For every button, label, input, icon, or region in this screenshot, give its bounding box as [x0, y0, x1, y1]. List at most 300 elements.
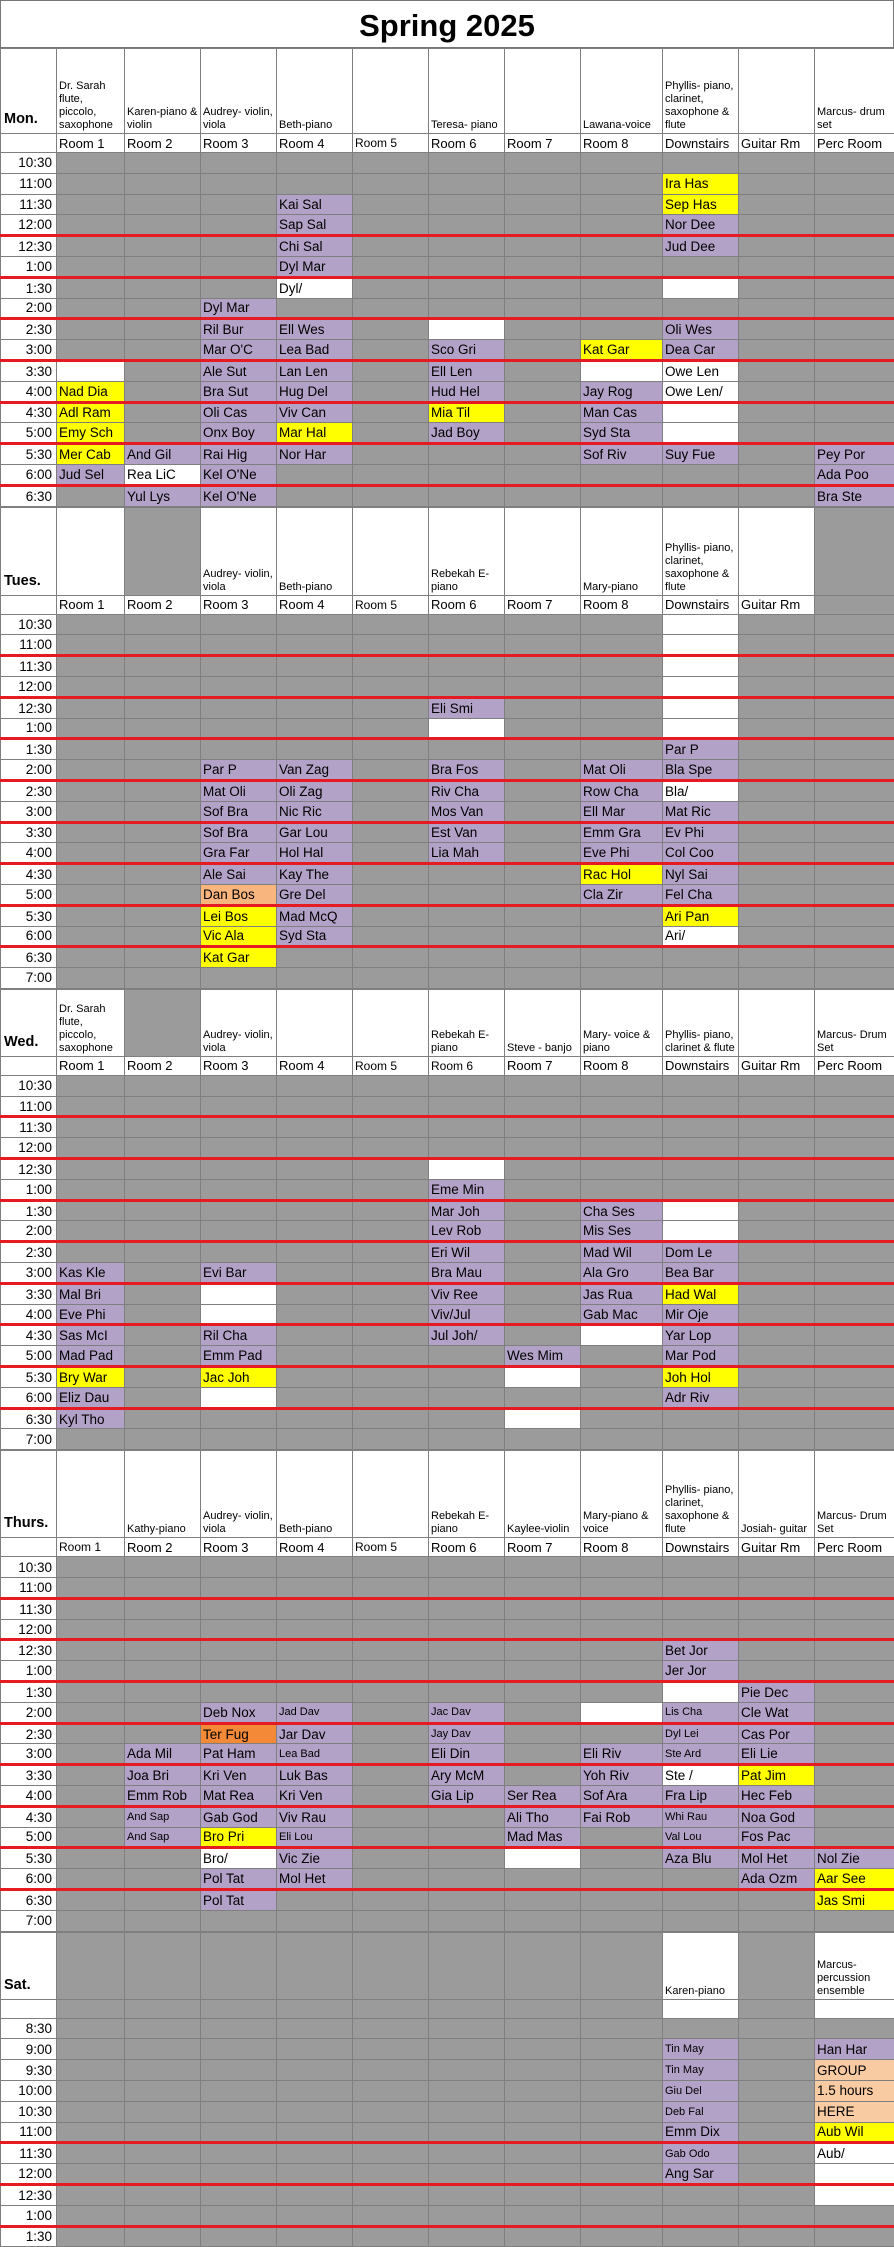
lesson-cell [125, 194, 201, 215]
student-name: Emm Rob [127, 1788, 187, 1803]
student-name: Hud Hel [431, 384, 480, 399]
student-name: Lan Len [279, 364, 328, 379]
lesson-cell [429, 1096, 505, 1117]
teacher-header: Kathy-piano [125, 1451, 201, 1538]
student-name: Nic Ric [279, 804, 322, 819]
teacher-header: Audrey- violin, viola [201, 989, 277, 1056]
lesson-cell [57, 2122, 125, 2143]
lesson-cell [663, 1200, 739, 1221]
lesson-cell [353, 2184, 429, 2205]
lesson-cell [581, 2101, 663, 2122]
lesson-cell [277, 1096, 353, 1117]
lesson-cell [739, 340, 815, 361]
lesson-cell [353, 864, 429, 885]
lesson-cell [57, 1138, 125, 1159]
lesson-cell [581, 340, 663, 361]
lesson-cell [57, 360, 125, 381]
lesson-cell [581, 2080, 663, 2101]
lesson-cell [201, 1910, 277, 1931]
lesson-cell [125, 1619, 201, 1640]
lesson-cell [201, 2164, 277, 2185]
student-name: Mar Pod [665, 1348, 716, 1363]
lesson-cell [125, 1661, 201, 1682]
lesson-cell [815, 884, 894, 905]
lesson-cell [57, 2060, 125, 2081]
student-name: Kai Sal [279, 197, 322, 212]
time-label: 11:00 [1, 1578, 57, 1599]
lesson-cell [739, 697, 815, 718]
lesson-cell [581, 1325, 663, 1346]
lesson-cell [739, 153, 815, 174]
lesson-cell [277, 947, 353, 968]
lesson-cell [277, 2080, 353, 2101]
teacher-header: Rebekah E- piano [429, 1451, 505, 1538]
lesson-cell [429, 2080, 505, 2101]
lesson-cell [57, 298, 125, 319]
lesson-cell [201, 153, 277, 174]
lesson-cell [57, 194, 125, 215]
lesson-cell [581, 2143, 663, 2164]
lesson-cell [125, 1221, 201, 1242]
lesson-cell [201, 194, 277, 215]
lesson-cell [739, 1117, 815, 1138]
lesson-cell [663, 2039, 739, 2060]
lesson-cell [353, 1827, 429, 1848]
lesson-cell [57, 1744, 125, 1765]
lesson-cell [505, 2226, 581, 2247]
lesson-cell [663, 780, 739, 801]
lesson-cell [815, 360, 894, 381]
lesson-cell [663, 215, 739, 236]
teacher-header: Mary-piano [581, 507, 663, 595]
student-name: Oli Wes [665, 322, 712, 337]
room-header: Room 6 [429, 134, 505, 153]
lesson-cell [201, 1325, 277, 1346]
student-name: Ril Cha [203, 1328, 247, 1343]
lesson-cell [739, 635, 815, 656]
lesson-cell [429, 2226, 505, 2247]
room-header: Room 6 [429, 1538, 505, 1557]
student-name: Deb Fal [665, 2106, 704, 2118]
lesson-cell [663, 864, 739, 885]
lesson-cell [505, 1848, 581, 1869]
time-label: 3:30 [1, 360, 57, 381]
lesson-cell [429, 1138, 505, 1159]
student-name: Pat Jim [741, 1768, 786, 1783]
lesson-cell [429, 905, 505, 926]
lesson-cell [663, 1640, 739, 1661]
time-label: 2:30 [1, 1242, 57, 1263]
lesson-cell [663, 2018, 739, 2039]
lesson-cell [201, 676, 277, 697]
teacher-header: Marcus- Drum Set [815, 1451, 894, 1538]
lesson-cell [277, 1075, 353, 1096]
lesson-cell [201, 1138, 277, 1159]
lesson-cell [663, 236, 739, 257]
lesson-cell [277, 256, 353, 277]
teacher-header: Marcus- percussion ensemble [815, 1932, 894, 1999]
room-header: Room 1 [57, 1056, 125, 1075]
room-header: Room 2 [125, 1538, 201, 1557]
lesson-cell [57, 760, 125, 781]
lesson-cell [505, 1765, 581, 1786]
lesson-cell [277, 2143, 353, 2164]
lesson-cell [57, 2039, 125, 2060]
lesson-cell [57, 402, 125, 423]
student-name: Hol Hal [279, 845, 323, 860]
lesson-cell [277, 2018, 353, 2039]
lesson-cell [277, 1682, 353, 1703]
lesson-cell [581, 843, 663, 864]
lesson-cell [505, 2205, 581, 2226]
lesson-cell [353, 1263, 429, 1284]
teacher-header: Phyllis- piano, clarinet, saxophone & flute [663, 1451, 739, 1538]
lesson-cell [201, 1221, 277, 1242]
student-name: Jay Rog [583, 384, 633, 399]
teacher-header [353, 507, 429, 595]
lesson-cell [739, 884, 815, 905]
lesson-cell [505, 1640, 581, 1661]
lesson-cell [353, 1075, 429, 1096]
room-header: Guitar Rm [739, 1538, 815, 1557]
lesson-cell [581, 1765, 663, 1786]
student-name: Emy Sch [59, 425, 113, 440]
student-name: Jad Dav [279, 1706, 319, 1718]
lesson-cell [201, 926, 277, 947]
lesson-cell [581, 2226, 663, 2247]
lesson-cell [353, 360, 429, 381]
lesson-cell [581, 1408, 663, 1429]
lesson-cell [663, 1619, 739, 1640]
lesson-cell [429, 2101, 505, 2122]
teacher-header [353, 989, 429, 1056]
room-row-corner [1, 1056, 57, 1075]
room-header: Room 2 [125, 134, 201, 153]
lesson-cell [663, 1221, 739, 1242]
time-label: 5:30 [1, 1848, 57, 1869]
lesson-cell [581, 801, 663, 822]
lesson-cell [815, 2060, 894, 2081]
lesson-cell [815, 656, 894, 677]
time-label: 12:30 [1, 697, 57, 718]
lesson-cell [57, 1723, 125, 1744]
room-header: Room 8 [581, 595, 663, 614]
page-title: Spring 2025 [0, 0, 894, 48]
lesson-cell [353, 1661, 429, 1682]
lesson-cell [505, 381, 581, 402]
lesson-cell [201, 1598, 277, 1619]
student-name: Eve Phi [59, 1307, 106, 1322]
room-header: Room 6 [429, 595, 505, 614]
lesson-cell [815, 1578, 894, 1599]
student-name: Bry War [59, 1370, 107, 1385]
lesson-cell [353, 2226, 429, 2247]
student-name: Jad Boy [431, 425, 480, 440]
student-name: Bla Spe [665, 762, 712, 777]
lesson-cell [57, 485, 125, 506]
lesson-cell [353, 2101, 429, 2122]
lesson-cell [815, 926, 894, 947]
lesson-cell [125, 1869, 201, 1890]
lesson-cell [57, 1640, 125, 1661]
lesson-cell [201, 1075, 277, 1096]
lesson-cell [739, 485, 815, 506]
student-name: Sof Riv [583, 447, 627, 462]
student-name: HERE [817, 2104, 855, 2119]
student-name: Jac Dav [431, 1706, 471, 1718]
student-name: Sof Bra [203, 804, 248, 819]
student-name: Emm Pad [203, 1348, 262, 1363]
teacher-header: Rebekah E- piano [429, 507, 505, 595]
student-name: Gia Lip [431, 1788, 474, 1803]
lesson-cell [125, 1283, 201, 1304]
lesson-cell [739, 423, 815, 444]
time-label: 5:30 [1, 444, 57, 465]
room-header: Perc Room [815, 134, 894, 153]
lesson-cell [57, 1889, 125, 1910]
lesson-cell [277, 1598, 353, 1619]
lesson-cell [815, 1387, 894, 1408]
lesson-cell [429, 1848, 505, 1869]
time-label: 1:00 [1, 718, 57, 739]
lesson-cell [429, 444, 505, 465]
lesson-cell [815, 635, 894, 656]
lesson-cell [277, 1889, 353, 1910]
lesson-cell [277, 2101, 353, 2122]
lesson-cell [581, 1179, 663, 1200]
lesson-cell [277, 822, 353, 843]
lesson-cell [505, 739, 581, 760]
student-name: Jer Jor [665, 1663, 706, 1678]
lesson-cell [815, 1263, 894, 1284]
room-header [57, 1999, 125, 2018]
room-header [201, 1999, 277, 2018]
lesson-cell [201, 1242, 277, 1263]
lesson-cell [429, 464, 505, 485]
lesson-cell [277, 444, 353, 465]
lesson-cell [277, 153, 353, 174]
teacher-header [429, 1932, 505, 1999]
lesson-cell [505, 1910, 581, 1931]
lesson-cell [125, 1889, 201, 1910]
lesson-cell [277, 2060, 353, 2081]
lesson-cell [581, 780, 663, 801]
lesson-cell [429, 1429, 505, 1450]
student-name: Han Har [817, 2042, 867, 2057]
student-name: Riv Cha [431, 784, 479, 799]
lesson-cell [739, 2205, 815, 2226]
lesson-cell [277, 1578, 353, 1599]
lesson-cell [581, 153, 663, 174]
room-header: Downstairs [663, 1538, 739, 1557]
lesson-cell [815, 718, 894, 739]
lesson-cell [505, 1242, 581, 1263]
lesson-cell [663, 905, 739, 926]
student-name: Deb Nox [203, 1705, 256, 1720]
lesson-cell [505, 215, 581, 236]
student-name: Mer Cab [59, 447, 111, 462]
lesson-cell [429, 1221, 505, 1242]
lesson-cell [201, 718, 277, 739]
lesson-cell [505, 2184, 581, 2205]
lesson-cell [739, 1075, 815, 1096]
time-label: 1:00 [1, 2205, 57, 2226]
lesson-cell [663, 1578, 739, 1599]
lesson-cell [201, 215, 277, 236]
lesson-cell [739, 1744, 815, 1765]
lesson-cell [353, 1179, 429, 1200]
lesson-cell [505, 1221, 581, 1242]
student-name: Syd Sta [583, 425, 630, 440]
room-header: Room 4 [277, 134, 353, 153]
lesson-cell [277, 1661, 353, 1682]
lesson-cell [581, 926, 663, 947]
room-header: Downstairs [663, 134, 739, 153]
lesson-cell [125, 1910, 201, 1931]
lesson-cell [57, 1242, 125, 1263]
lesson-cell [739, 947, 815, 968]
student-name: Hec Feb [741, 1788, 792, 1803]
student-name: Emm Dix [665, 2124, 720, 2139]
student-name: Adl Ram [59, 405, 111, 420]
lesson-cell [739, 822, 815, 843]
student-name: Bro/ [203, 1851, 228, 1866]
lesson-cell [663, 1283, 739, 1304]
lesson-cell [57, 2080, 125, 2101]
student-name: Row Cha [583, 784, 639, 799]
lesson-cell [429, 277, 505, 298]
teacher-header: Dr. Sarah flute, piccolo, saxophone [57, 49, 125, 134]
student-name: Lea Bad [279, 1748, 320, 1760]
lesson-cell [505, 635, 581, 656]
lesson-cell [57, 780, 125, 801]
lesson-cell [201, 1387, 277, 1408]
lesson-cell [505, 1159, 581, 1180]
lesson-cell [125, 947, 201, 968]
student-name: Viv Rau [279, 1810, 326, 1825]
lesson-cell [353, 968, 429, 989]
room-header [739, 1999, 815, 2018]
day-label: Wed. [1, 989, 57, 1056]
lesson-cell [739, 2080, 815, 2101]
lesson-cell [663, 1598, 739, 1619]
time-label: 2:00 [1, 298, 57, 319]
lesson-cell [353, 1283, 429, 1304]
lesson-cell [353, 173, 429, 194]
student-name: Aub Wil [817, 2124, 864, 2139]
lesson-cell [277, 884, 353, 905]
lesson-cell [581, 1263, 663, 1284]
lesson-cell [505, 656, 581, 677]
time-label: 5:30 [1, 905, 57, 926]
lesson-cell [353, 905, 429, 926]
lesson-cell [353, 1346, 429, 1367]
teacher-header: Beth-piano [277, 1451, 353, 1538]
student-name: Rac Hol [583, 867, 631, 882]
lesson-cell [277, 1179, 353, 1200]
lesson-cell [353, 1910, 429, 1931]
lesson-cell [505, 2039, 581, 2060]
student-name: Nad Dia [59, 384, 108, 399]
lesson-cell [277, 1429, 353, 1450]
lesson-cell [581, 905, 663, 926]
lesson-cell [277, 1806, 353, 1827]
lesson-cell [815, 1702, 894, 1723]
lesson-cell [353, 464, 429, 485]
teacher-header [353, 49, 429, 134]
lesson-cell [201, 1408, 277, 1429]
lesson-cell [505, 1346, 581, 1367]
lesson-cell [125, 277, 201, 298]
lesson-cell [429, 173, 505, 194]
lesson-cell [505, 884, 581, 905]
lesson-cell [353, 1117, 429, 1138]
lesson-cell [505, 1304, 581, 1325]
student-name: Ira Has [665, 176, 709, 191]
room-header: Room 5 [353, 1538, 429, 1557]
lesson-cell [815, 1283, 894, 1304]
lesson-cell [125, 822, 201, 843]
lesson-cell [581, 485, 663, 506]
lesson-cell [57, 1387, 125, 1408]
room-header: Room 4 [277, 1538, 353, 1557]
time-label: 11:00 [1, 173, 57, 194]
student-name: Yar Lop [665, 1328, 711, 1343]
student-name: Fra Lip [665, 1788, 707, 1803]
lesson-cell [663, 739, 739, 760]
lesson-cell [277, 1325, 353, 1346]
lesson-cell [125, 2060, 201, 2081]
lesson-cell [353, 1744, 429, 1765]
teacher-header [57, 1451, 125, 1538]
lesson-cell [739, 780, 815, 801]
time-label: 2:00 [1, 760, 57, 781]
lesson-cell [57, 635, 125, 656]
time-label: 4:30 [1, 1806, 57, 1827]
lesson-cell [815, 614, 894, 635]
lesson-cell [739, 2122, 815, 2143]
lesson-cell [663, 1557, 739, 1578]
time-label: 11:30 [1, 2143, 57, 2164]
time-label: 10:00 [1, 2080, 57, 2101]
lesson-cell [277, 1138, 353, 1159]
lesson-cell [663, 381, 739, 402]
lesson-cell [353, 2143, 429, 2164]
lesson-cell [57, 1619, 125, 1640]
lesson-cell [505, 444, 581, 465]
lesson-cell [505, 2018, 581, 2039]
student-name: Gab Mac [583, 1307, 638, 1322]
teacher-header [505, 49, 581, 134]
lesson-cell [57, 739, 125, 760]
lesson-cell [505, 2164, 581, 2185]
lesson-cell [125, 1848, 201, 1869]
teacher-header [125, 1932, 201, 1999]
lesson-cell [739, 1263, 815, 1284]
lesson-cell [429, 2039, 505, 2060]
lesson-cell [201, 2205, 277, 2226]
lesson-cell [815, 2122, 894, 2143]
lesson-cell [429, 1661, 505, 1682]
room-header: Room 8 [581, 1538, 663, 1557]
lesson-cell [277, 760, 353, 781]
lesson-cell [663, 256, 739, 277]
time-label: 6:00 [1, 1387, 57, 1408]
lesson-cell [125, 1827, 201, 1848]
lesson-cell [125, 2143, 201, 2164]
lesson-cell [505, 277, 581, 298]
lesson-cell [201, 884, 277, 905]
